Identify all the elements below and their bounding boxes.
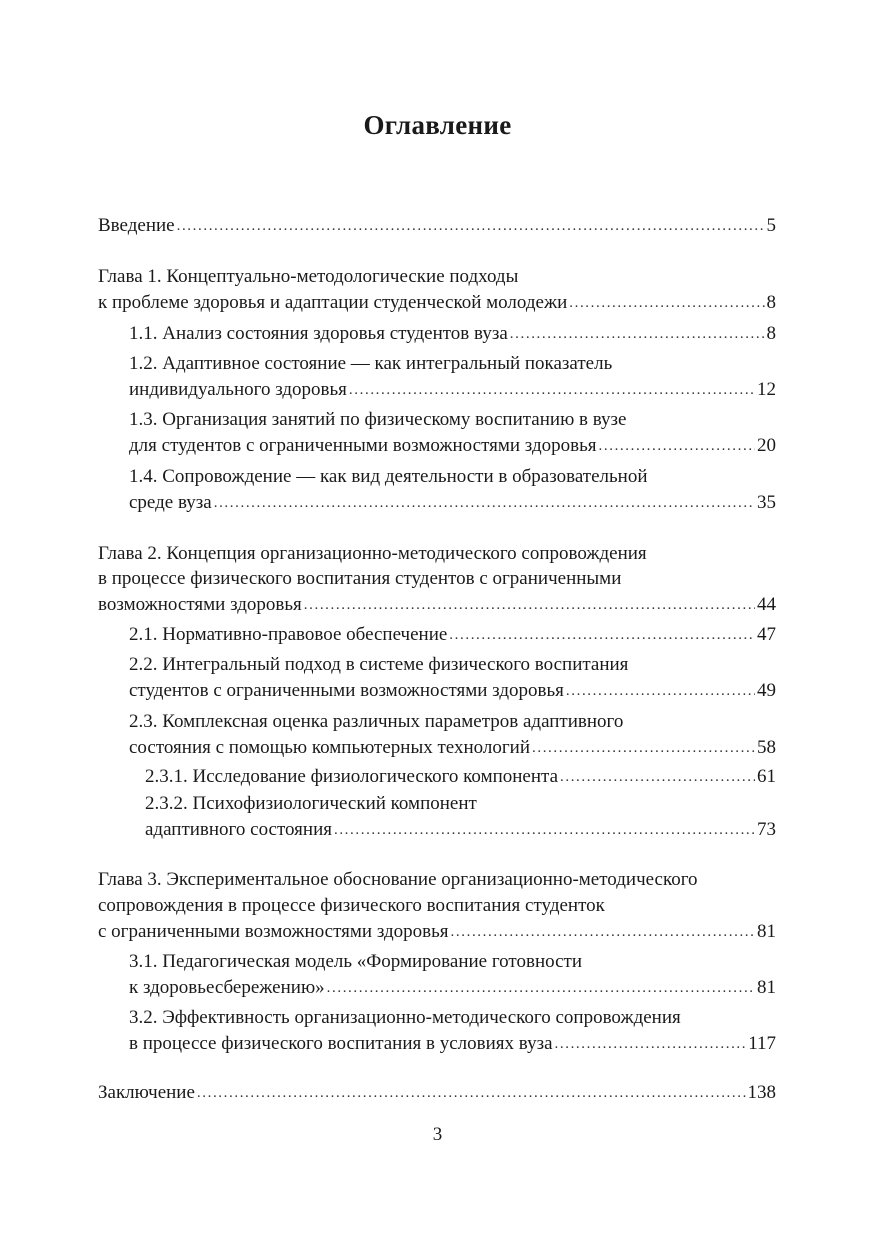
toc-page-number: 81 [757, 921, 776, 942]
toc-entry-1-4[interactable] [129, 491, 776, 516]
dot-leader [214, 490, 755, 515]
toc-entry-text: с ограниченными возможностями здоровья [98, 921, 449, 942]
toc-entry-text: Введение [98, 215, 175, 236]
dot-leader [349, 377, 755, 402]
toc-entry-text: к здоровьесбережению» [129, 977, 325, 998]
toc-page-number: 49 [757, 680, 776, 701]
toc-entry-text: возможностями здоровья [98, 594, 302, 615]
dot-leader [532, 735, 755, 760]
toc-entry-1-1[interactable] [129, 322, 776, 347]
page-number: 3 [432, 1124, 443, 1145]
toc-entry-text: для студентов с ограниченными возможностями здоровья [129, 435, 597, 456]
toc-entry-3-1-line1: 3.1. Педагогическая модель «Формирование готовности [129, 951, 582, 972]
toc-page-number: 47 [757, 624, 776, 645]
toc-entry-2-2-line1: 2.2. Интегральный подход в системе физического воспитания [129, 654, 629, 675]
dot-leader [566, 678, 755, 703]
toc-entry-text: среде вуза [129, 492, 212, 513]
toc-page-number: 35 [757, 492, 776, 513]
dot-leader [451, 919, 755, 944]
toc-entry-chapter-2[interactable] [98, 593, 776, 618]
toc-entry-chapter-1-line1: Глава 1. Концептуально-методологические подходы [98, 266, 519, 287]
toc-entry-2-2[interactable] [129, 679, 776, 704]
dot-leader [334, 817, 755, 842]
toc-entry-chapter-3[interactable] [98, 920, 776, 945]
toc-entry-1-4-line1: 1.4. Сопровождение — как вид деятельности в образовательной [129, 466, 648, 487]
dot-leader [304, 592, 755, 617]
toc-page-number: 58 [757, 737, 776, 758]
toc-entry-3-2-line1: 3.2. Эффективность организационно-методического сопровождения [129, 1007, 681, 1028]
dot-leader [569, 290, 764, 315]
toc-entry-2-3[interactable] [129, 736, 776, 761]
toc-entry-3-1[interactable] [129, 976, 776, 1001]
dot-leader [449, 622, 755, 647]
toc-entry-chapter-2-line1: Глава 2. Концепция организационно-методического сопровождения [98, 543, 647, 564]
toc-page-number: 117 [748, 1033, 776, 1054]
toc-entry-3-2[interactable] [129, 1032, 776, 1057]
toc-entry-text: к проблеме здоровья и адаптации студенческой молодежи [98, 292, 568, 313]
toc-entry-1-2-line1: 1.2. Адаптивное состояние — как интегральный показатель [129, 353, 613, 374]
toc-entry-chapter-2-line2: в процессе физического воспитания студентов с ограниченными [98, 568, 622, 589]
dot-leader [197, 1080, 746, 1105]
toc-entry-text: 2.1. Нормативно-правовое обеспечение [129, 624, 448, 645]
toc-page-number: 8 [766, 323, 776, 344]
toc-entry-chapter-3-line1: Глава 3. Экспериментальное обоснование организационно-методического [98, 869, 698, 890]
dot-leader [560, 764, 755, 789]
toc-entry-text: 2.3.1. Исследование физиологического компонента [145, 766, 558, 787]
toc-entry-text: 1.1. Анализ состояния здоровья студентов вуза [129, 323, 508, 344]
toc-entry-1-3-line1: 1.3. Организация занятий по физическому воспитанию в вузе [129, 409, 627, 430]
toc-entry-2-3-2[interactable] [145, 818, 776, 843]
toc-page-number: 12 [757, 379, 776, 400]
toc-entry-text: студентов с ограниченными возможностями здоровья [129, 680, 564, 701]
page-title: Оглавление [363, 110, 512, 140]
toc-entry-text: в процессе физического воспитания в условиях вуза [129, 1033, 553, 1054]
toc-page-number: 5 [766, 215, 776, 236]
toc-page-number: 8 [766, 292, 776, 313]
toc-entry-text: адаптивного состояния [145, 819, 332, 840]
toc-entry-2-3-1[interactable] [145, 765, 776, 790]
dot-leader [510, 321, 765, 346]
toc-entry-chapter-3-line2: сопровождения в процессе физического воспитания студенток [98, 895, 605, 916]
toc-page-number: 73 [757, 819, 776, 840]
toc-entry-text: Заключение [98, 1082, 195, 1103]
toc-page-number: 44 [757, 594, 776, 615]
toc-entry-intro[interactable] [98, 214, 776, 239]
dot-leader [599, 433, 755, 458]
toc-page-number: 81 [757, 977, 776, 998]
toc-page-number: 138 [747, 1082, 776, 1103]
dot-leader [555, 1031, 747, 1056]
dot-leader [327, 975, 755, 1000]
toc-entry-2-1[interactable] [129, 623, 776, 648]
toc-page-number: 20 [757, 435, 776, 456]
toc-entry-2-3-2-line1: 2.3.2. Психофизиологический компонент [145, 793, 477, 814]
toc-entry-1-3[interactable] [129, 434, 776, 459]
toc-entry-text: состояния с помощью компьютерных технологий [129, 737, 530, 758]
toc-entry-1-2[interactable] [129, 378, 776, 403]
toc-entry-2-3-line1: 2.3. Комплексная оценка различных параметров адаптивного [129, 711, 624, 732]
toc-entry-chapter-1[interactable] [98, 291, 776, 316]
toc-page-number: 61 [757, 766, 776, 787]
toc-entry-conclusion[interactable] [98, 1081, 776, 1106]
toc-entry-text: индивидуального здоровья [129, 379, 347, 400]
dot-leader [177, 213, 765, 238]
